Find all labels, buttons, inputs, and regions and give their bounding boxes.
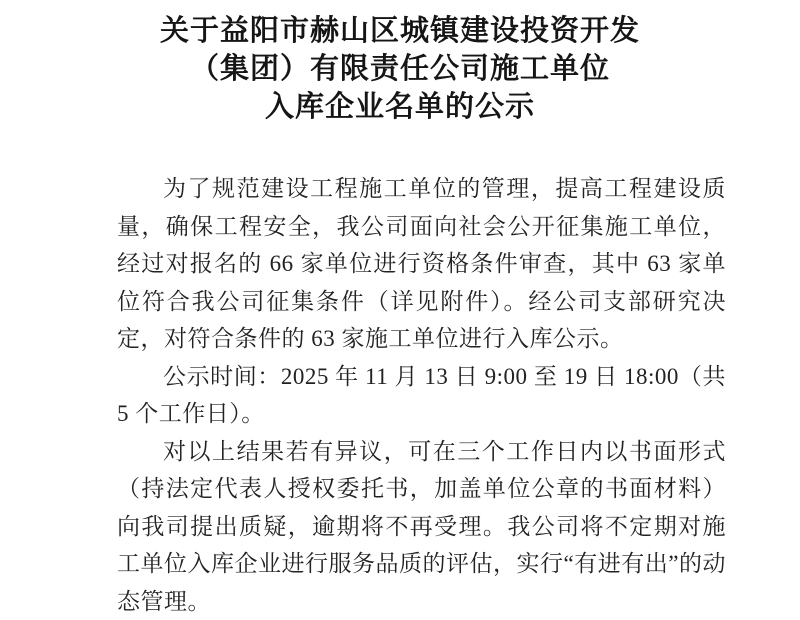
title-line-2: （集团）有限责任公司施工单位 (0, 50, 800, 88)
title-line-1: 关于益阳市赫山区城镇建设投资开发 (0, 12, 800, 50)
title-line-3: 入库企业名单的公示 (0, 88, 800, 126)
paragraph-publicity-period: 公示时间：2025 年 11 月 13 日 9:00 至 19 日 18:00（共 5 个工作日）。 (117, 358, 726, 433)
paragraph-introduction: 为了规范建设工程施工单位的管理，提高工程建设质量，确保工程安全，我公司面向社会公开征集施工单位，经过对报名的 66 家单位进行资格条件审查，其中 63 家单位符合我公司征集条件（详见附件）。经公司支部研究决定，对符合条件的 63 家施工单位进行入库公示。 (117, 170, 726, 358)
paragraph-objection-procedure: 对以上结果若有异议，可在三个工作日内以书面形式（持法定代表人授权委托书，加盖单位公章的书面材料）向我司提出质疑，逾期将不再受理。我公司将不定期对施工单位入库企业进行服务品质的评估，实行“有进有出”的动态管理。 (117, 433, 726, 620)
document-title (0, 12, 800, 126)
document-body (117, 170, 726, 620)
